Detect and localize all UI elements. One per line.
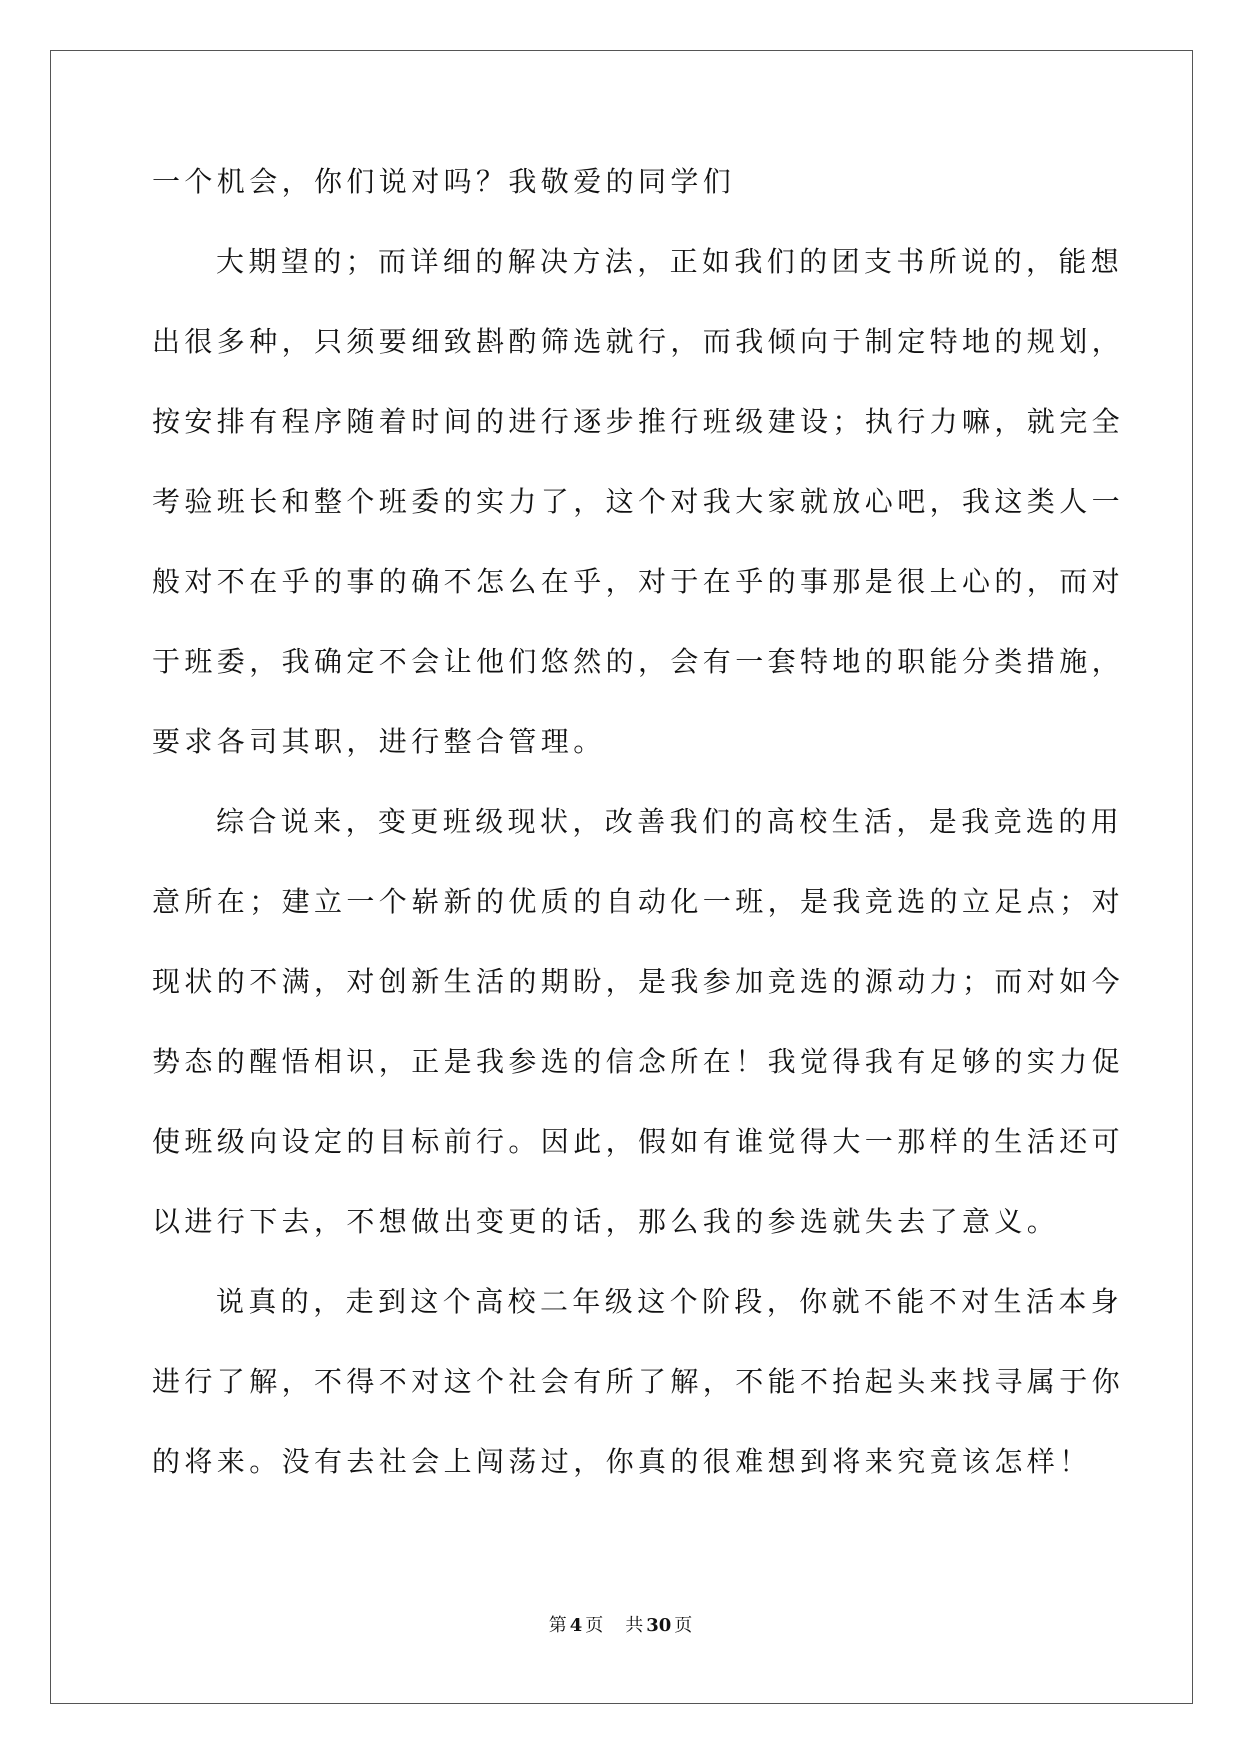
text-line: 进行了解，不得不对这个社会有所了解，不能不抬起头来找寻属于你 bbox=[152, 1365, 1125, 1398]
text-line: 综合说来，变更班级现状，改善我们的高校生活，是我竞选的用 bbox=[216, 805, 1124, 838]
text-line: 般对不在乎的事的确不怎么在乎，对于在乎的事那是很上心的，而对 bbox=[152, 565, 1125, 598]
document-body bbox=[152, 162, 1125, 1522]
page-prefix: 第 bbox=[548, 1615, 567, 1636]
text-line: 于班委，我确定不会让他们悠然的，会有一套特地的职能分类措施， bbox=[152, 645, 1125, 678]
text-line: 的将来。没有去社会上闯荡过，你真的很难想到将来究竟该怎样！ bbox=[152, 1445, 1092, 1478]
text-line: 现状的不满，对创新生活的期盼，是我参加竞选的源动力；而对如今 bbox=[152, 965, 1125, 998]
text-line: 考验班长和整个班委的实力了，这个对我大家就放心吧，我这类人一 bbox=[152, 485, 1125, 518]
page-footer bbox=[0, 1614, 1241, 1638]
text-line: 大期望的；而详细的解决方法，正如我们的团支书所说的，能想 bbox=[216, 245, 1124, 278]
text-line: 出很多种，只须要细致斟酌筛选就行，而我倾向于制定特地的规划， bbox=[152, 325, 1125, 358]
text-line: 意所在；建立一个崭新的优质的自动化一班，是我竞选的立足点；对 bbox=[152, 885, 1125, 918]
text-line: 要求各司其职，进行整合管理。 bbox=[152, 725, 606, 758]
text-line: 势态的醒悟相识，正是我参选的信念所在！我觉得我有足够的实力促 bbox=[152, 1045, 1125, 1078]
page-number: 4 bbox=[569, 1615, 583, 1636]
total-prefix: 共 bbox=[625, 1615, 644, 1636]
page-suffix: 页 bbox=[585, 1615, 604, 1636]
text-line: 说真的，走到这个高校二年级这个阶段，你就不能不对生活本身 bbox=[216, 1285, 1124, 1318]
text-line: 一个机会，你们说对吗？我敬爱的同学们 bbox=[152, 165, 736, 198]
total-pages: 30 bbox=[646, 1615, 672, 1636]
text-line: 按安排有程序随着时间的进行逐步推行班级建设；执行力嘛，就完全 bbox=[152, 405, 1125, 438]
total-suffix: 页 bbox=[674, 1615, 693, 1636]
text-line: 使班级向设定的目标前行。因此，假如有谁觉得大一那样的生活还可 bbox=[152, 1125, 1125, 1158]
text-line: 以进行下去，不想做出变更的话，那么我的参选就失去了意义。 bbox=[152, 1205, 1060, 1238]
